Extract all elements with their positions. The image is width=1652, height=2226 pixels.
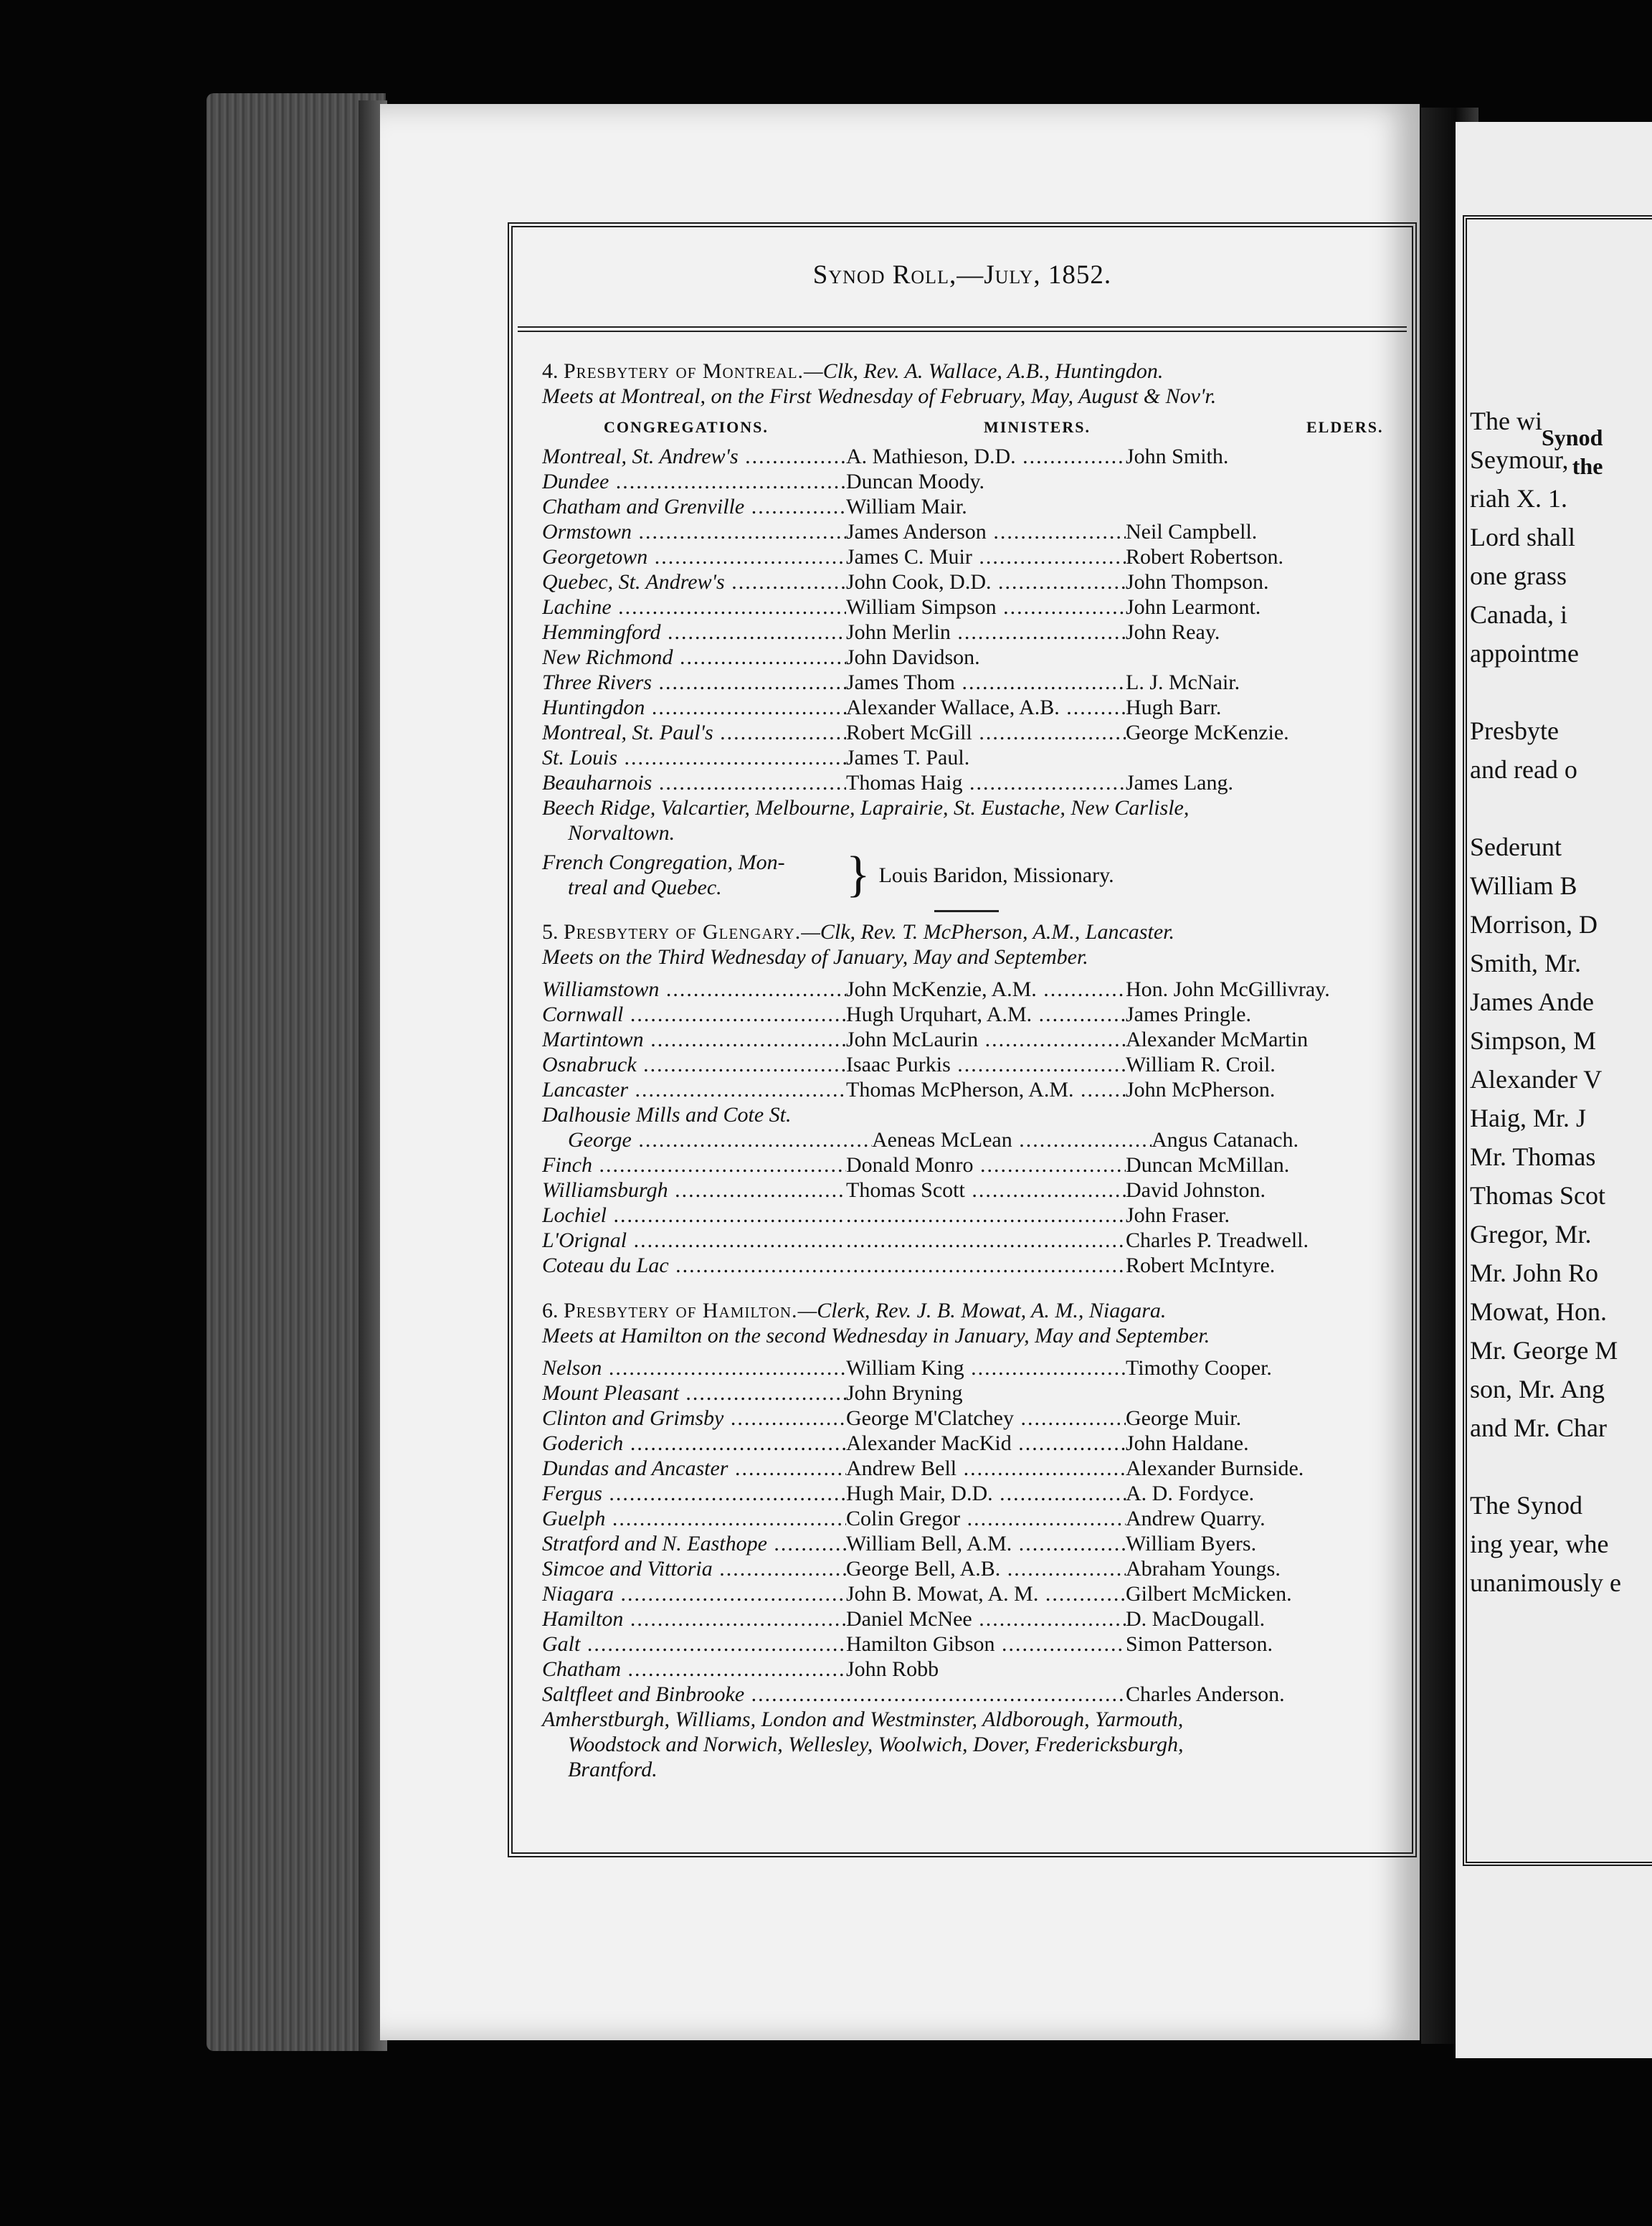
minister-cell: Isaac Purkis .....	[846, 1052, 1126, 1077]
elder-cell: Hugh Barr.	[1126, 696, 1222, 719]
table-row	[542, 1531, 1391, 1556]
table-row	[542, 1682, 1391, 1707]
table-row	[542, 645, 1391, 670]
table-row	[542, 1456, 1391, 1481]
elder-cell: Charles P. Treadwell.	[1126, 1228, 1309, 1252]
minister-cell: Colin Gregor .....	[846, 1506, 1126, 1531]
table-row	[542, 770, 1391, 795]
congregation-cell: Beauharnois .....	[542, 770, 846, 795]
vacant-congregations-cont: Norvaltown.	[568, 821, 675, 845]
elder-cell: John Fraser.	[1126, 1203, 1230, 1227]
synod-roll-content	[542, 351, 1391, 1782]
congregation-cell: L'Orignal .....	[542, 1228, 846, 1253]
elder-cell: Alexander Burnside.	[1126, 1457, 1304, 1480]
vacant-congregations: Beech Ridge, Valcartier, Melbourne, Laprairie, St. Eustache, New Carlisle,	[542, 796, 1190, 820]
elder-cell: John Thompson.	[1126, 570, 1269, 594]
table-row	[542, 1127, 1391, 1152]
spacer	[542, 970, 1391, 977]
minister-cell: William Bell, A.M. .....	[846, 1531, 1126, 1556]
minister-cell: John McLaurin .....	[846, 1027, 1126, 1052]
presbytery-meets: Meets on the Third Wednesday of January, May and September.	[542, 945, 1088, 969]
congregation-cell: Niagara .....	[542, 1581, 846, 1606]
congregation-cell: Quebec, St. Andrew's .....	[542, 569, 846, 595]
presbytery-number: 6.	[542, 1299, 564, 1322]
elder-cell: George Muir.	[1126, 1406, 1242, 1430]
congregation-cell: Cornwall .....	[542, 1002, 846, 1027]
congregation-cell: Saltfleet and Binbrooke .....	[542, 1682, 846, 1707]
congregation-cell: Georgetown .....	[542, 544, 846, 569]
french-congregation	[542, 847, 1391, 902]
minister-cell: Donald Monro .....	[846, 1152, 1126, 1178]
elder-cell: John McPherson.	[1126, 1078, 1276, 1102]
congregation-cell: George .....	[542, 1127, 872, 1152]
congregation-cell: Nelson .....	[542, 1355, 846, 1380]
minister-cell: Thomas Haig .....	[846, 770, 1126, 795]
right-page-line: Thomas Scot	[1470, 1181, 1605, 1210]
congregation-cell: Lancaster .....	[542, 1077, 846, 1102]
minister-cell: John Robb	[846, 1657, 939, 1681]
presbytery-meets: Meets at Hamilton on the second Wednesday in January, May and September.	[542, 1324, 1210, 1348]
elder-cell: William Byers.	[1126, 1532, 1257, 1555]
congregation-cell: Galt .....	[542, 1631, 846, 1657]
congregation-cell: Chatham .....	[542, 1657, 846, 1682]
elder-cell: Robert Robertson.	[1126, 545, 1283, 569]
congregation-cell: St. Louis .....	[542, 745, 846, 770]
table-row	[542, 494, 1391, 519]
col-ministers: MINISTERS.	[984, 418, 1091, 436]
right-page-line: Smith, Mr.	[1470, 949, 1582, 977]
minister-cell	[846, 1682, 1126, 1707]
col-elders: ELDERS.	[1306, 418, 1384, 436]
right-page-heading: Synod the	[1542, 425, 1603, 479]
french-line-2: treal and Quebec.	[568, 876, 722, 899]
right-page-line: Presbyte	[1470, 716, 1559, 745]
right-page-line: Canada, i	[1470, 600, 1567, 629]
congregation-cell: Goderich .....	[542, 1431, 846, 1456]
table-row	[542, 544, 1391, 569]
minister-cell: Thomas McPherson, A.M. .....	[846, 1077, 1126, 1102]
elder-cell: Timothy Cooper.	[1126, 1356, 1272, 1380]
minister-cell: William Mair.	[846, 495, 967, 518]
presbytery-number: 4.	[542, 359, 564, 383]
right-page-line: Mr. Thomas	[1470, 1142, 1596, 1171]
table-row	[542, 469, 1391, 494]
elder-cell: Robert McIntyre.	[1126, 1254, 1276, 1277]
table-row	[542, 595, 1391, 620]
minister-cell: William Simpson .....	[846, 595, 1126, 620]
right-page-line: Mr. George M	[1470, 1336, 1618, 1365]
presbytery-clerk: —Clerk, Rev. J. B. Mowat, A. M., Niagara.	[797, 1299, 1167, 1322]
table-row	[542, 1631, 1391, 1657]
minister-cell: James C. Muir .....	[846, 544, 1126, 569]
elder-cell: D. MacDougall.	[1126, 1607, 1266, 1631]
table-row	[542, 695, 1391, 720]
right-page-line	[1470, 673, 1649, 711]
minister-cell: James Anderson .....	[846, 519, 1126, 544]
right-page-line: Alexander V	[1470, 1065, 1603, 1094]
elder-cell: Gilbert McMicken.	[1126, 1582, 1292, 1606]
minister-cell	[846, 1253, 1126, 1278]
elder-cell: Neil Campbell.	[1126, 520, 1258, 544]
congregation-cell: Simcoe and Vittoria .....	[542, 1556, 846, 1581]
elder-cell: Hon. John McGillivray.	[1126, 977, 1330, 1001]
congregation-cell: Lachine .....	[542, 595, 846, 620]
congregation-cell: Guelph .....	[542, 1506, 846, 1531]
elder-cell: James Pringle.	[1126, 1003, 1251, 1026]
table-row	[542, 1657, 1391, 1682]
elder-cell: George McKenzie.	[1126, 721, 1289, 744]
congregation-cell: Mount Pleasant .....	[542, 1380, 846, 1406]
right-page-line: riah X. 1.	[1470, 484, 1567, 513]
elder-cell: A. D. Fordyce.	[1126, 1482, 1255, 1505]
table-row	[542, 1581, 1391, 1606]
spacer	[542, 1278, 1391, 1291]
minister-cell: John Merlin .....	[846, 620, 1126, 645]
vacant-congregations-cont: Brantford.	[568, 1758, 658, 1781]
elder-cell: John Smith.	[1126, 445, 1229, 468]
minister-cell	[846, 1228, 1126, 1253]
dalhousie-line: Dalhousie Mills and Cote St.	[542, 1103, 792, 1127]
section-rule	[934, 910, 999, 912]
right-page-line: unanimously e	[1470, 1568, 1621, 1597]
congregation-cell: Coteau du Lac .....	[542, 1253, 846, 1278]
right-page-line: ing year, whe	[1470, 1530, 1609, 1558]
table-row	[542, 1481, 1391, 1506]
vacant-congregations: Amherstburgh, Williams, London and Westminster, Aldborough, Yarmouth,	[542, 1708, 1184, 1731]
table-row	[542, 1406, 1391, 1431]
minister-cell: William King .....	[846, 1355, 1126, 1380]
table-row	[542, 1152, 1391, 1178]
congregation-cell: Huntingdon .....	[542, 695, 846, 720]
minister-cell	[846, 1203, 1126, 1228]
congregation-cell: Dundee .....	[542, 469, 846, 494]
elder-cell: L. J. McNair.	[1126, 671, 1240, 694]
congregation-cell: Finch .....	[542, 1152, 846, 1178]
minister-cell: Aeneas McLean .....	[872, 1127, 1152, 1152]
congregation-cell: Clinton and Grimsby .....	[542, 1406, 846, 1431]
right-page-line	[1470, 1447, 1649, 1486]
brace-mark: }	[846, 847, 870, 902]
presbytery-title	[542, 919, 1391, 944]
table-row	[542, 569, 1391, 595]
presbytery-name: Presbytery of Hamilton.	[564, 1299, 798, 1322]
head-rule	[518, 326, 1407, 332]
minister-cell: John Davidson.	[846, 645, 980, 669]
right-page-line: Lord shall	[1470, 523, 1575, 551]
congregation-cell: Three Rivers .....	[542, 670, 846, 695]
minister-cell: A. Mathieson, D.D. .....	[846, 444, 1126, 469]
column-headers	[542, 415, 1391, 440]
congregation-cell: New Richmond .....	[542, 645, 846, 670]
col-congregations: CONGREGATIONS.	[604, 418, 769, 436]
table-row	[542, 519, 1391, 544]
minister-cell: Daniel McNee .....	[846, 1606, 1126, 1631]
vacant-congregations-cont: Woodstock and Norwich, Wellesley, Woolwich, Dover, Fredericksburgh,	[568, 1733, 1184, 1756]
right-page-text	[1470, 402, 1649, 1602]
elder-cell: Charles Anderson.	[1126, 1682, 1285, 1706]
right-page-line: and read o	[1470, 755, 1577, 784]
congregation-cell: Montreal, St. Paul's .....	[542, 720, 846, 745]
table-row	[542, 1431, 1391, 1456]
table-row	[542, 1203, 1391, 1228]
congregation-cell: Hemmingford .....	[542, 620, 846, 645]
spacer	[542, 1348, 1391, 1355]
table-row	[542, 1027, 1391, 1052]
congregation-cell: Hamilton .....	[542, 1606, 846, 1631]
elder-cell: Andrew Quarry.	[1126, 1507, 1266, 1530]
right-page-line	[1470, 789, 1649, 828]
presbytery-name: Presbytery of Glengary.	[564, 920, 802, 944]
congregation-cell: Williamstown .....	[542, 977, 846, 1002]
right-page-line: Seymour,	[1470, 445, 1569, 474]
table-row	[542, 444, 1391, 469]
right-page-line: James Ande	[1470, 988, 1594, 1016]
right-page-line: Sederunt	[1470, 833, 1562, 861]
table-row	[542, 977, 1391, 1002]
minister-cell: Hugh Mair, D.D. .....	[846, 1481, 1126, 1506]
presbytery-name: Presbytery of Montreal.	[564, 359, 804, 383]
minister-cell: Duncan Moody.	[846, 470, 985, 493]
presbytery-heading	[542, 1298, 1391, 1348]
right-page-line: appointme	[1470, 639, 1579, 668]
table-row	[542, 1380, 1391, 1406]
table-row	[542, 745, 1391, 770]
congregation-cell: Martintown .....	[542, 1027, 846, 1052]
minister-cell: James T. Paul.	[846, 746, 970, 769]
minister-cell: Robert McGill .....	[846, 720, 1126, 745]
right-page-line: Haig, Mr. J	[1470, 1104, 1586, 1132]
elder-cell: Alexander McMartin	[1126, 1028, 1309, 1051]
table-row	[542, 1556, 1391, 1581]
congregation-cell: Williamsburgh .....	[542, 1178, 846, 1203]
presbytery-heading	[542, 919, 1391, 970]
presbytery-clerk: —Clk, Rev. A. Wallace, A.B., Huntingdon.	[804, 359, 1164, 383]
running-head: Synod Roll,—July, 1852.	[812, 260, 1112, 290]
congregation-cell: Fergus .....	[542, 1481, 846, 1506]
table-row	[542, 620, 1391, 645]
right-page-line: The Synod	[1470, 1491, 1582, 1520]
elder-cell: David Johnston.	[1126, 1178, 1266, 1202]
minister-cell: Alexander Wallace, A.B. .....	[846, 695, 1126, 720]
right-page-line: and Mr. Char	[1470, 1413, 1607, 1442]
table-row	[542, 1355, 1391, 1380]
table-row	[542, 1228, 1391, 1253]
french-congregation-name	[542, 850, 843, 900]
elder-cell: John Haldane.	[1126, 1431, 1249, 1455]
right-page-line: Mowat, Hon.	[1470, 1297, 1607, 1326]
right-page-line: son, Mr. Ang	[1470, 1375, 1605, 1403]
right-page-line: Morrison, D	[1470, 910, 1598, 939]
congregation-cell: Dundas and Ancaster .....	[542, 1456, 846, 1481]
congregation-cell: Lochiel .....	[542, 1203, 846, 1228]
elder-cell: Duncan McMillan.	[1126, 1153, 1290, 1177]
table-row	[542, 1606, 1391, 1631]
congregation-cell: Montreal, St. Andrew's .....	[542, 444, 846, 469]
congregation-cell: Ormstown .....	[542, 519, 846, 544]
presbytery-clerk: —Clk, Rev. T. McPherson, A.M., Lancaster.	[801, 920, 1174, 944]
table-row	[542, 1506, 1391, 1531]
congregation-cell: Stratford and N. Easthope .....	[542, 1531, 846, 1556]
french-line-1: French Congregation, Mon-	[542, 851, 785, 874]
right-page-line: William B	[1470, 871, 1577, 900]
elder-cell: John Reay.	[1126, 620, 1220, 644]
minister-cell: John B. Mowat, A. M. .....	[846, 1581, 1126, 1606]
minister-cell: Thomas Scott .....	[846, 1178, 1126, 1203]
minister-cell: George Bell, A.B. .....	[846, 1556, 1126, 1581]
elder-cell: Abraham Youngs.	[1126, 1557, 1281, 1581]
minister-cell: Hugh Urquhart, A.M. .....	[846, 1002, 1126, 1027]
table-row	[542, 1002, 1391, 1027]
right-page-line: Simpson, M	[1470, 1026, 1597, 1055]
presbytery-number: 5.	[542, 920, 564, 944]
congregation-cell: Osnabruck .....	[542, 1052, 846, 1077]
minister-cell: Alexander MacKid .....	[846, 1431, 1126, 1456]
minister-cell: John Cook, D.D. .....	[846, 569, 1126, 595]
elder-cell: Simon Patterson.	[1126, 1632, 1273, 1656]
presbytery-title	[542, 1298, 1391, 1323]
table-row	[542, 1178, 1391, 1203]
congregation-cell: Chatham and Grenville .....	[542, 494, 846, 519]
table-row	[542, 1077, 1391, 1102]
table-row	[542, 720, 1391, 745]
minister-cell: Andrew Bell .....	[846, 1456, 1126, 1481]
minister-cell: Hamilton Gibson .....	[846, 1631, 1126, 1657]
minister-cell: John McKenzie, A.M. .....	[846, 977, 1126, 1002]
elder-cell: James Lang.	[1126, 771, 1233, 795]
right-page-line: Mr. John Ro	[1470, 1259, 1599, 1287]
presbytery-title	[542, 359, 1391, 384]
presbytery-meets: Meets at Montreal, on the First Wednesday of February, May, August & Nov'r.	[542, 384, 1217, 408]
elder-cell: Angus Catanach.	[1152, 1128, 1299, 1152]
right-page-line: The wi	[1470, 407, 1542, 435]
right-page-line: Gregor, Mr.	[1470, 1220, 1592, 1249]
table-row	[542, 1052, 1391, 1077]
minister-cell: James Thom .....	[846, 670, 1126, 695]
elder-cell: William R. Croil.	[1126, 1053, 1276, 1076]
elder-cell: John Learmont.	[1126, 595, 1261, 619]
presbytery-heading	[542, 359, 1391, 409]
table-row	[542, 670, 1391, 695]
french-minister: Louis Baridon, Missionary.	[878, 863, 1114, 887]
minister-cell: George M'Clatchey .....	[846, 1406, 1126, 1431]
minister-cell: John Bryning	[846, 1381, 963, 1405]
table-row	[542, 1253, 1391, 1278]
right-page-line: one grass	[1470, 562, 1567, 590]
